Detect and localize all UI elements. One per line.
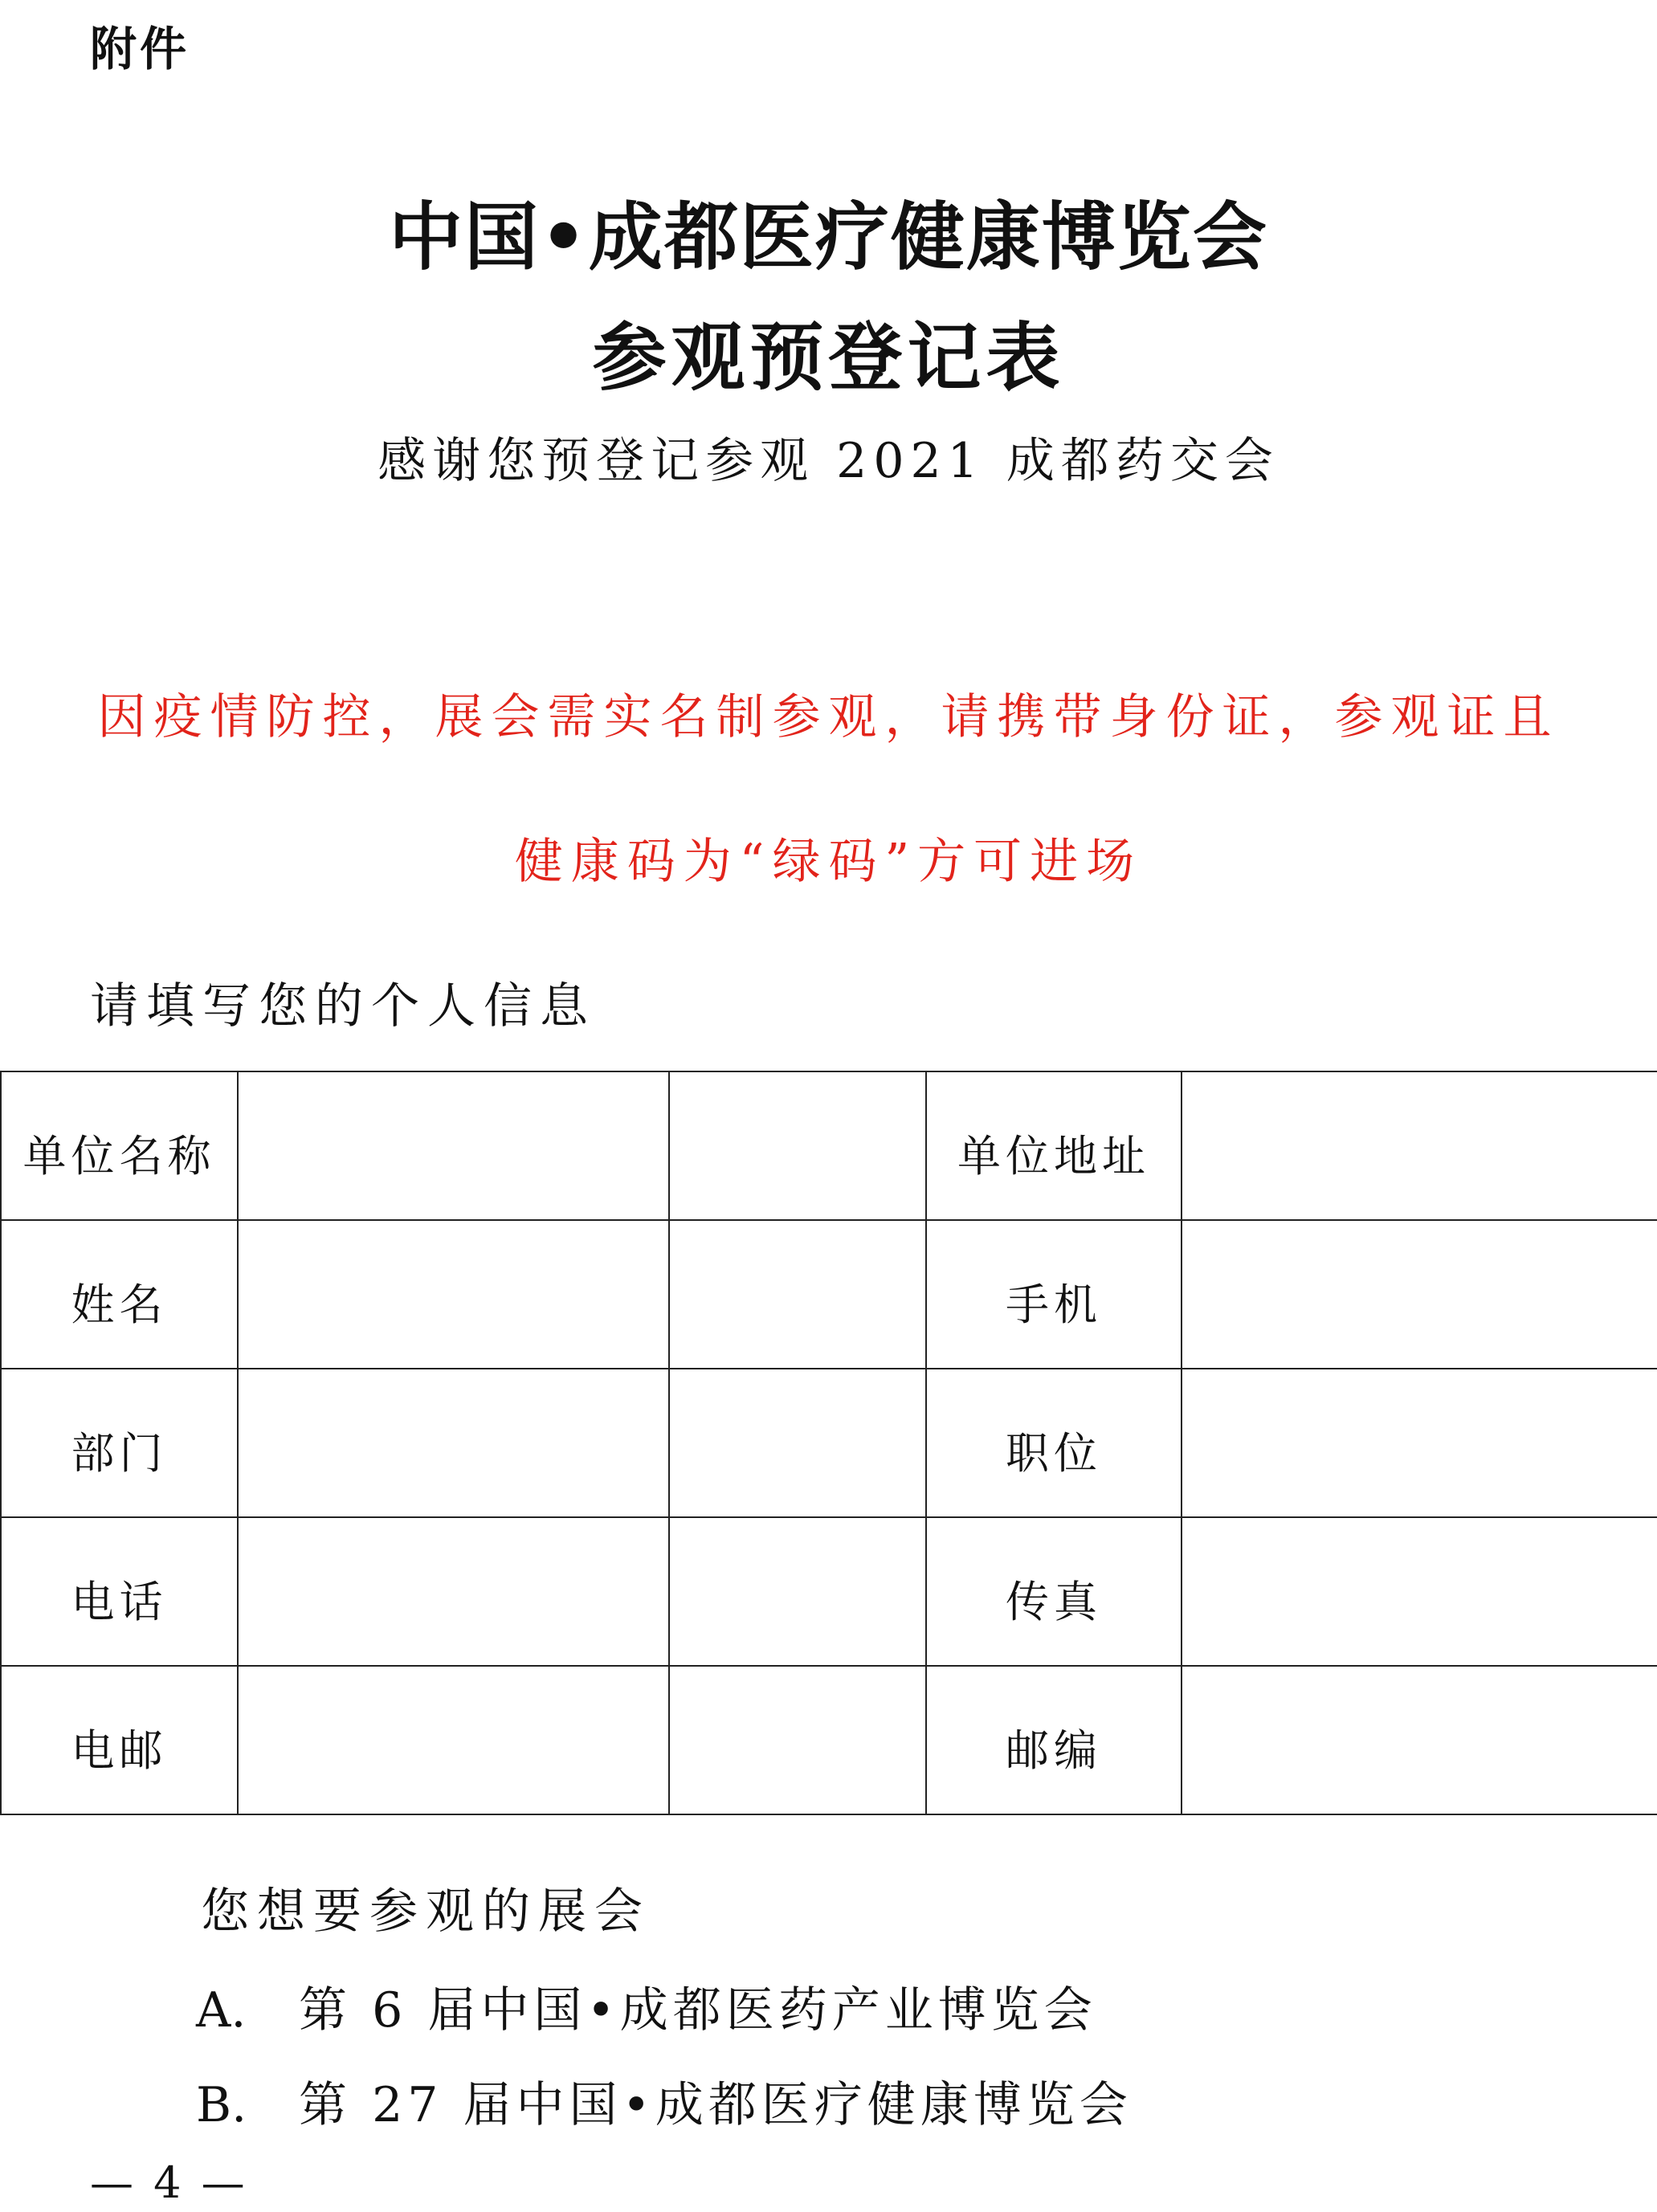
position-label: 职位 xyxy=(926,1369,1182,1517)
document-subtitle: 感谢您预登记参观 2021 成都药交会 xyxy=(378,433,1279,489)
phone-field-extra[interactable] xyxy=(669,1517,926,1666)
company-name-field-extra[interactable] xyxy=(669,1071,926,1220)
exhibition-option-a[interactable] xyxy=(196,1972,1097,2041)
email-field-extra[interactable] xyxy=(669,1666,926,1814)
attachment-label: 附件 xyxy=(90,22,190,76)
postcode-field[interactable] xyxy=(1182,1666,1657,1814)
epidemic-notice-line-2: 健康码为“绿码”方可进场 xyxy=(514,834,1143,890)
table-row xyxy=(1,1517,1657,1666)
company-address-label: 单位地址 xyxy=(926,1071,1182,1220)
form-title: 参观预登记表 xyxy=(592,314,1065,401)
document-title: 中国•成都医疗健康博览会 xyxy=(389,194,1268,280)
email-label: 电邮 xyxy=(1,1666,238,1814)
option-text: 第 27 届中国•成都医疗健康博览会 xyxy=(299,2077,1133,2133)
department-field-extra[interactable] xyxy=(669,1369,926,1517)
exhibition-option-b[interactable] xyxy=(196,2067,1133,2136)
fax-field[interactable] xyxy=(1182,1517,1657,1666)
department-label: 部门 xyxy=(1,1369,238,1517)
name-label: 姓名 xyxy=(1,1220,238,1369)
company-name-field[interactable] xyxy=(238,1071,669,1220)
exhibition-choice-title: 您想要参观的展会 xyxy=(201,1883,651,1940)
postcode-label: 邮编 xyxy=(926,1666,1182,1814)
table-row xyxy=(1,1071,1657,1220)
personal-info-table xyxy=(0,1071,1657,1815)
fax-label: 传真 xyxy=(926,1517,1182,1666)
page-number: — 4 — xyxy=(90,2157,248,2208)
name-field[interactable] xyxy=(238,1220,669,1369)
mobile-label: 手机 xyxy=(926,1220,1182,1369)
email-field[interactable] xyxy=(238,1666,669,1814)
table-row xyxy=(1,1666,1657,1814)
option-letter: B. xyxy=(196,2077,247,2133)
phone-field[interactable] xyxy=(238,1517,669,1666)
personal-info-prompt: 请填写您的个人信息 xyxy=(90,978,596,1035)
company-name-label: 单位名称 xyxy=(1,1071,238,1220)
table-row xyxy=(1,1369,1657,1517)
option-text: 第 6 届中国•成都医药产业博览会 xyxy=(299,1982,1097,2039)
mobile-field[interactable] xyxy=(1182,1220,1657,1369)
company-address-field[interactable] xyxy=(1182,1071,1657,1220)
name-field-extra[interactable] xyxy=(669,1220,926,1369)
epidemic-notice-line-1: 因疫情防控，展会需实名制参观，请携带身份证，参观证且 xyxy=(97,689,1560,745)
position-field[interactable] xyxy=(1182,1369,1657,1517)
option-letter: A. xyxy=(196,1982,247,2039)
table-row xyxy=(1,1220,1657,1369)
phone-label: 电话 xyxy=(1,1517,238,1666)
department-field[interactable] xyxy=(238,1369,669,1517)
